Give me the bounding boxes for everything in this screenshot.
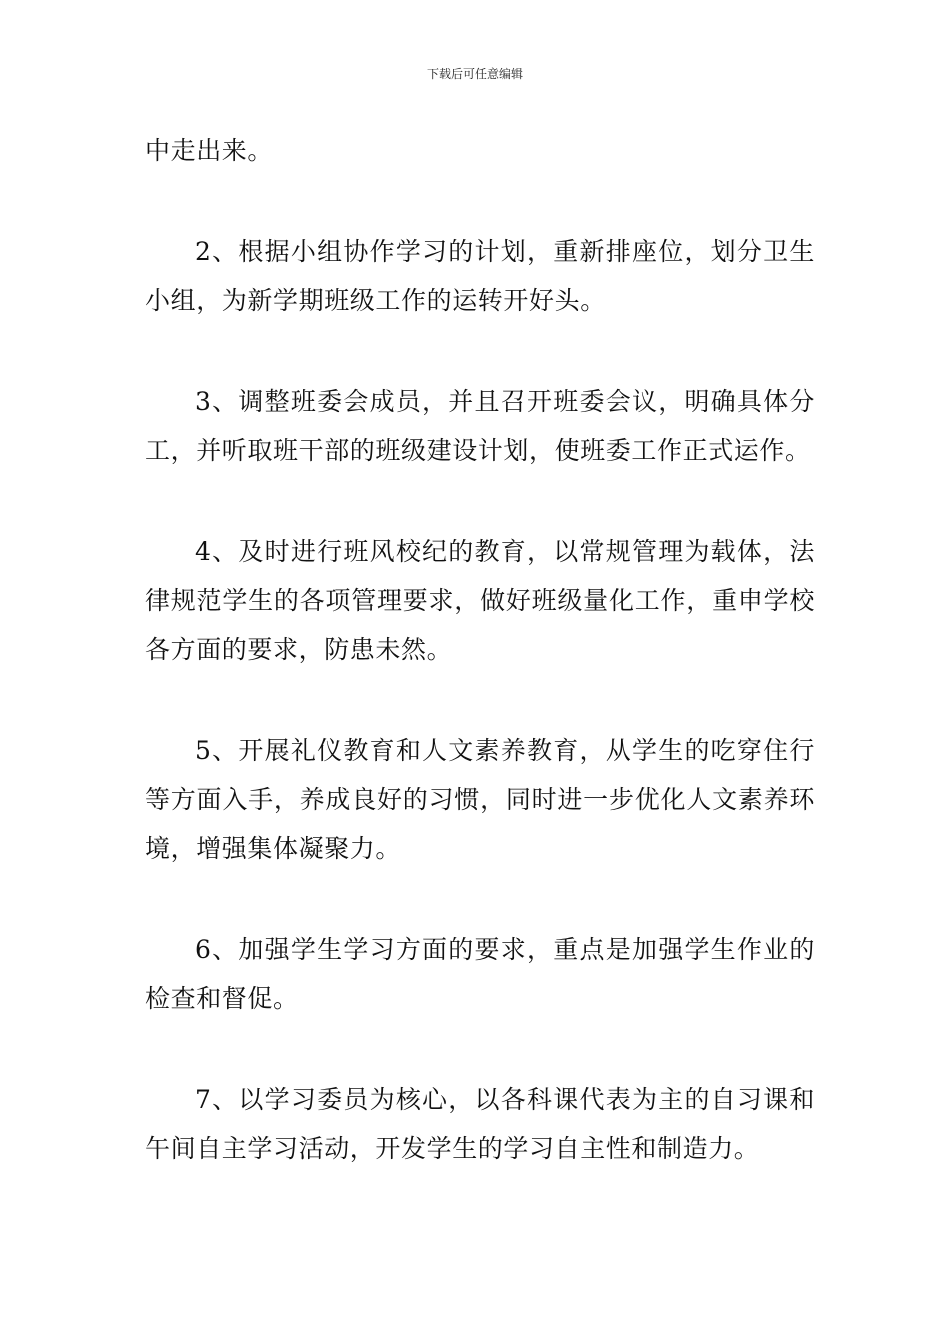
header-note: 下载后可任意编辑 [426,67,523,81]
document-body [145,126,815,1225]
list-item-6: 6、加强学生学习方面的要求，重点是加强学生作业的检查和督促。 [145,935,815,1013]
list-item-5: 5、开展礼仪教育和人文素养教育，从学生的吃穿住行等方面入手，养成良好的习惯，同时进一步优化人文素养环境，增强集体凝聚力。 [145,736,815,863]
list-item-2: 2、根据小组协作学习的计划，重新排座位，划分卫生小组，为新学期班级工作的运转开好头。 [145,237,815,315]
list-item-7: 7、以学习委员为核心，以各科课代表为主的自习课和午间自主学习活动，开发学生的学习自主性和制造力。 [145,1085,815,1163]
list-item-4: 4、及时进行班风校纪的教育，以常规管理为载体，法律规范学生的各项管理要求，做好班级量化工作，重申学校各方面的要求，防患未然。 [145,537,815,664]
continuation-paragraph: 中走出来。 [145,136,274,165]
list-item-3: 3、调整班委会成员，并且召开班委会议，明确具体分工，并听取班干部的班级建设计划，使班委工作正式运作。 [145,387,815,465]
